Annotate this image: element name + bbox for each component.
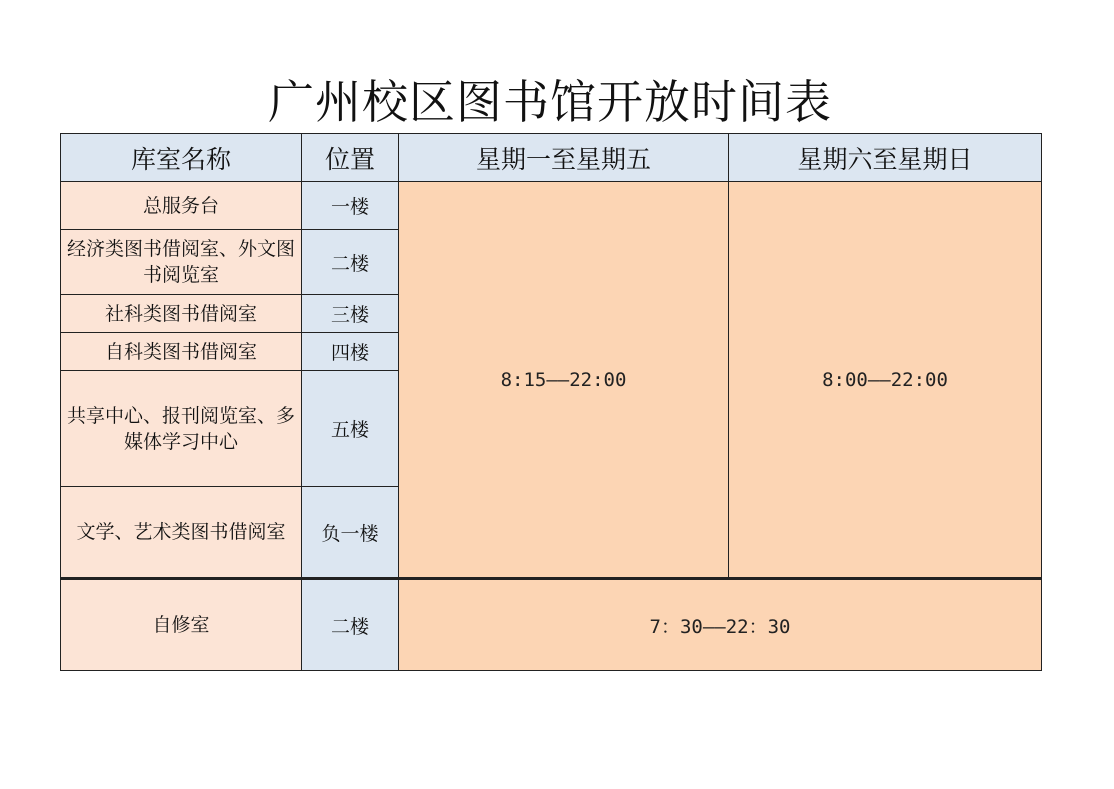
study-room-hours: 7：30——22：30 (399, 579, 1042, 671)
header-weekend: 星期六至星期日 (729, 134, 1042, 182)
room-location: 一楼 (302, 182, 399, 230)
room-location: 三楼 (302, 295, 399, 333)
header-room-name: 库室名称 (61, 134, 302, 182)
room-name: 共享中心、报刊阅览室、多媒体学习中心 (61, 371, 302, 487)
room-name: 经济类图书借阅室、外文图书阅览室 (61, 230, 302, 295)
table-row (61, 182, 1042, 230)
header-weekday: 星期一至星期五 (399, 134, 729, 182)
room-location: 负一楼 (302, 487, 399, 579)
room-name: 社科类图书借阅室 (61, 295, 302, 333)
weekend-hours: 8:00——22:00 (729, 182, 1042, 579)
weekday-hours: 8:15——22:00 (399, 182, 729, 579)
opening-hours-table (60, 133, 1042, 671)
room-name: 总服务台 (61, 182, 302, 230)
header-location: 位置 (302, 134, 399, 182)
study-room-row (61, 579, 1042, 671)
header-row (61, 134, 1042, 182)
room-name: 文学、艺术类图书借阅室 (61, 487, 302, 579)
study-room-name: 自修室 (61, 579, 302, 671)
room-name: 自科类图书借阅室 (61, 333, 302, 371)
room-location: 二楼 (302, 230, 399, 295)
room-location: 四楼 (302, 333, 399, 371)
room-location: 五楼 (302, 371, 399, 487)
page-title: 广州校区图书馆开放时间表 (268, 75, 832, 129)
study-room-location: 二楼 (302, 579, 399, 671)
